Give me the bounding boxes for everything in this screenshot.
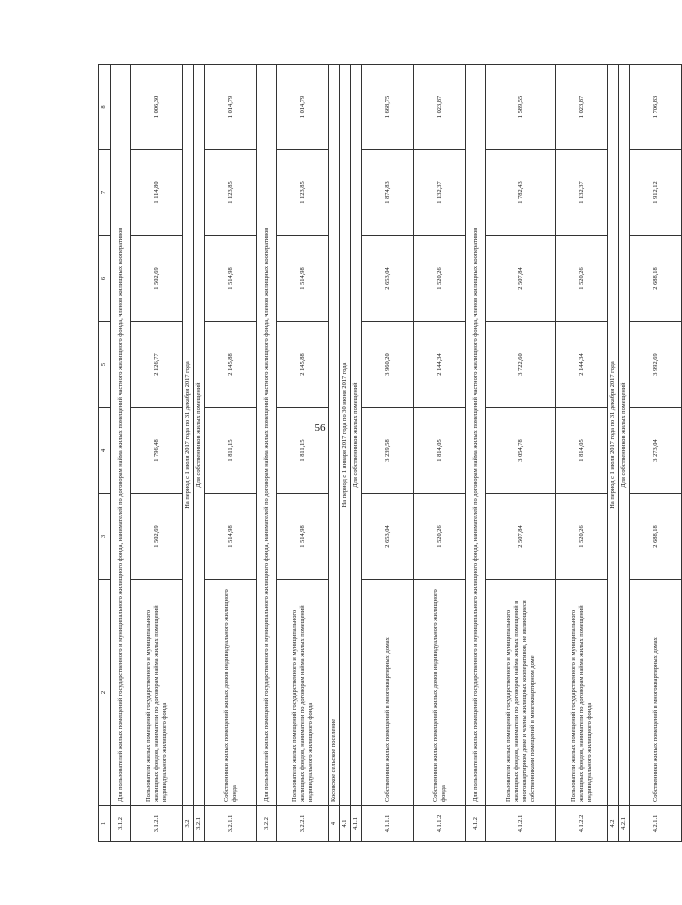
table-row — [205, 65, 257, 842]
tariff-value-cell: 1 132,37 — [414, 150, 466, 236]
tariff-value-cell: 1 589,55 — [486, 65, 556, 150]
tariff-value-cell: 2 145,88 — [277, 322, 329, 408]
table-row — [183, 65, 194, 842]
row-description: Пользователи жилых помещений государственного и муниципального жилищных фондов, наниматели по договорам найма жилых помещений индивидуального жилищного фонда — [556, 580, 608, 806]
period-heading: Для собственников жилых помещений — [619, 65, 630, 806]
tariff-value-cell: 1 814,05 — [414, 408, 466, 494]
table-row — [619, 65, 630, 842]
tariff-table — [98, 64, 682, 842]
row-code: 4.2.1.1 — [630, 806, 682, 842]
tariff-value-cell: 1 814,05 — [556, 408, 608, 494]
tariff-value-cell: 1 006,30 — [131, 65, 183, 150]
tariff-value-cell: 1 114,80 — [131, 150, 183, 236]
tariff-value-cell: 1 811,15 — [277, 408, 329, 494]
tariff-value-cell: 3 722,60 — [486, 322, 556, 408]
tariff-value-cell: 3 992,69 — [630, 322, 682, 408]
category-heading: Для пользователей жилых помещений государственного и муниципального жилищного фонда, нанимателей по договорам найма жилых помещений частного жилищного фонда, членов жилищных кооперативов — [257, 65, 277, 806]
category-heading: Для пользователей жилых помещений государственного и муниципального жилищного фонда, нанимателей по договорам найма жилых помещений частного жилищного фонда, членов жилищных кооперативов — [111, 65, 131, 806]
tariff-value-cell: 1 874,83 — [362, 150, 414, 236]
period-heading: На период с 1 июля 2017 года по 31 декабря 2017 года — [183, 65, 194, 806]
tariff-value-cell: 1 502,69 — [131, 494, 183, 580]
tariff-value-cell: 1 706,83 — [630, 65, 682, 150]
table-row — [486, 65, 556, 842]
table-row — [329, 65, 340, 842]
tariff-value-cell: 1 520,26 — [414, 236, 466, 322]
tariff-value-cell: 3 239,58 — [362, 408, 414, 494]
tariff-value-cell: 1 668,75 — [362, 65, 414, 150]
row-code: 4.2 — [608, 806, 619, 842]
tariff-value-cell: 2 144,34 — [556, 322, 608, 408]
tariff-value-cell: 1 514,98 — [277, 494, 329, 580]
row-code: 3.2.2.1 — [277, 806, 329, 842]
tariff-value-cell: 2 688,18 — [630, 494, 682, 580]
row-code: 3.2.1 — [194, 806, 205, 842]
row-code: 4.1 — [340, 806, 351, 842]
row-description: Собственники жилых помещений жилых домов индивидуального жилищного фонда — [414, 580, 466, 806]
row-code: 4.1.2 — [466, 806, 486, 842]
tariff-value-cell: 1 912,12 — [630, 150, 682, 236]
tariff-value-cell: 1 514,98 — [205, 236, 257, 322]
tariff-value-cell: 1 811,15 — [205, 408, 257, 494]
row-code: 3.2 — [183, 806, 194, 842]
tariff-value-cell: 2 653,04 — [362, 494, 414, 580]
tariff-value-cell: 3 273,04 — [630, 408, 682, 494]
table-row — [340, 65, 351, 842]
tariff-value-cell: 1 014,79 — [205, 65, 257, 150]
tariff-value-cell: 1 782,43 — [486, 150, 556, 236]
tariff-value-cell: 2 688,18 — [630, 236, 682, 322]
table-row — [194, 65, 205, 842]
row-code: 4.1.2.1 — [486, 806, 556, 842]
table-row — [111, 65, 131, 842]
row-code: 4.2.1 — [619, 806, 630, 842]
table-row — [351, 65, 362, 842]
period-heading: Для собственников жилых помещений — [351, 65, 362, 806]
tariff-value-cell: 2 126,77 — [131, 322, 183, 408]
tariff-value-cell: 1 796,48 — [131, 408, 183, 494]
row-code: 3.2.2 — [257, 806, 277, 842]
table-row — [556, 65, 608, 842]
page-number: 56 — [314, 422, 326, 434]
tariff-value-cell: 1 520,26 — [556, 236, 608, 322]
table-row — [257, 65, 277, 842]
period-heading: На период с 1 января 2017 года по 30 июня 2017 года — [340, 65, 351, 806]
row-description: Пользователи жилых помещений государственного и муниципального жилищных фондов, наниматели по договорам найма жилых помещений индивидуального жилищного фонда — [131, 580, 183, 806]
header-cell: 8 — [99, 65, 111, 150]
tariff-value-cell: 1 520,26 — [414, 494, 466, 580]
period-heading: Для собственников жилых помещений — [194, 65, 205, 806]
tariff-value-cell: 1 023,87 — [414, 65, 466, 150]
header-row — [99, 65, 111, 842]
row-code: 4.1.1 — [351, 806, 362, 842]
tariff-value-cell: 2 144,34 — [414, 322, 466, 408]
tariff-value-cell: 1 123,85 — [205, 150, 257, 236]
tariff-value-cell: 1 123,85 — [277, 150, 329, 236]
header-cell: 3 — [99, 494, 111, 580]
tariff-value-cell: 2 507,84 — [486, 236, 556, 322]
row-code: 4.1.1.2 — [414, 806, 466, 842]
row-description: Собственники жилых помещений в многоквартирных домах — [630, 580, 682, 806]
row-code: 3.1.2.1 — [131, 806, 183, 842]
header-cell: 6 — [99, 236, 111, 322]
header-cell: 4 — [99, 408, 111, 494]
header-cell: 2 — [99, 580, 111, 806]
table-body — [99, 65, 682, 842]
period-heading: На период с 1 июля 2017 года по 31 декабря 2017 года — [608, 65, 619, 806]
tariff-value-cell: 1 514,98 — [277, 236, 329, 322]
tariff-value-cell: 1 502,69 — [131, 236, 183, 322]
row-description: Собственники жилых помещений в многоквартирных домах — [362, 580, 414, 806]
header-cell: 5 — [99, 322, 111, 408]
table-row — [414, 65, 466, 842]
row-description: Пользователи жилых помещений государственного и муниципального жилищных фондов, наниматели по договорам найма жилых помещений в многоквартирном доме и члены жилищных кооперативов, не являющиеся собственниками помещений в многоквартирном доме — [486, 580, 556, 806]
row-code: 4.1.1.1 — [362, 806, 414, 842]
category-heading: Для пользователей жилых помещений государственного и муниципального жилищного фонда, нанимателей по договорам найма жилых помещений частного жилищного фонда, членов жилищных кооперативов — [466, 65, 486, 806]
table-row — [362, 65, 414, 842]
rotated-table-region — [98, 65, 659, 842]
table-row — [608, 65, 619, 842]
row-code: 4 — [329, 806, 340, 842]
row-code: 4.1.2.2 — [556, 806, 608, 842]
tariff-value-cell: 1 514,98 — [205, 494, 257, 580]
header-cell: 1 — [99, 806, 111, 842]
header-cell: 7 — [99, 150, 111, 236]
row-code: 3.1.2 — [111, 806, 131, 842]
settlement-heading: Косовское сельское поселение — [329, 65, 340, 806]
table-row — [131, 65, 183, 842]
row-description: Собственники жилых помещений жилых домов индивидуального жилищного фонда — [205, 580, 257, 806]
tariff-value-cell: 2 145,88 — [205, 322, 257, 408]
tariff-value-cell: 2 653,04 — [362, 236, 414, 322]
tariff-value-cell: 1 023,87 — [556, 65, 608, 150]
tariff-value-cell: 1 520,26 — [556, 494, 608, 580]
table-row — [466, 65, 486, 842]
row-description: Пользователи жилых помещений государственного и муниципального жилищных фондов, наниматели по договорам найма жилых помещений индивидуального жилищного фонда — [277, 580, 329, 806]
table-row — [630, 65, 682, 842]
tariff-value-cell: 3 960,20 — [362, 322, 414, 408]
table-row — [277, 65, 329, 842]
row-code: 3.2.1.1 — [205, 806, 257, 842]
tariff-value-cell: 3 054,78 — [486, 408, 556, 494]
tariff-value-cell: 1 132,37 — [556, 150, 608, 236]
tariff-value-cell: 1 014,79 — [277, 65, 329, 150]
tariff-value-cell: 2 507,84 — [486, 494, 556, 580]
